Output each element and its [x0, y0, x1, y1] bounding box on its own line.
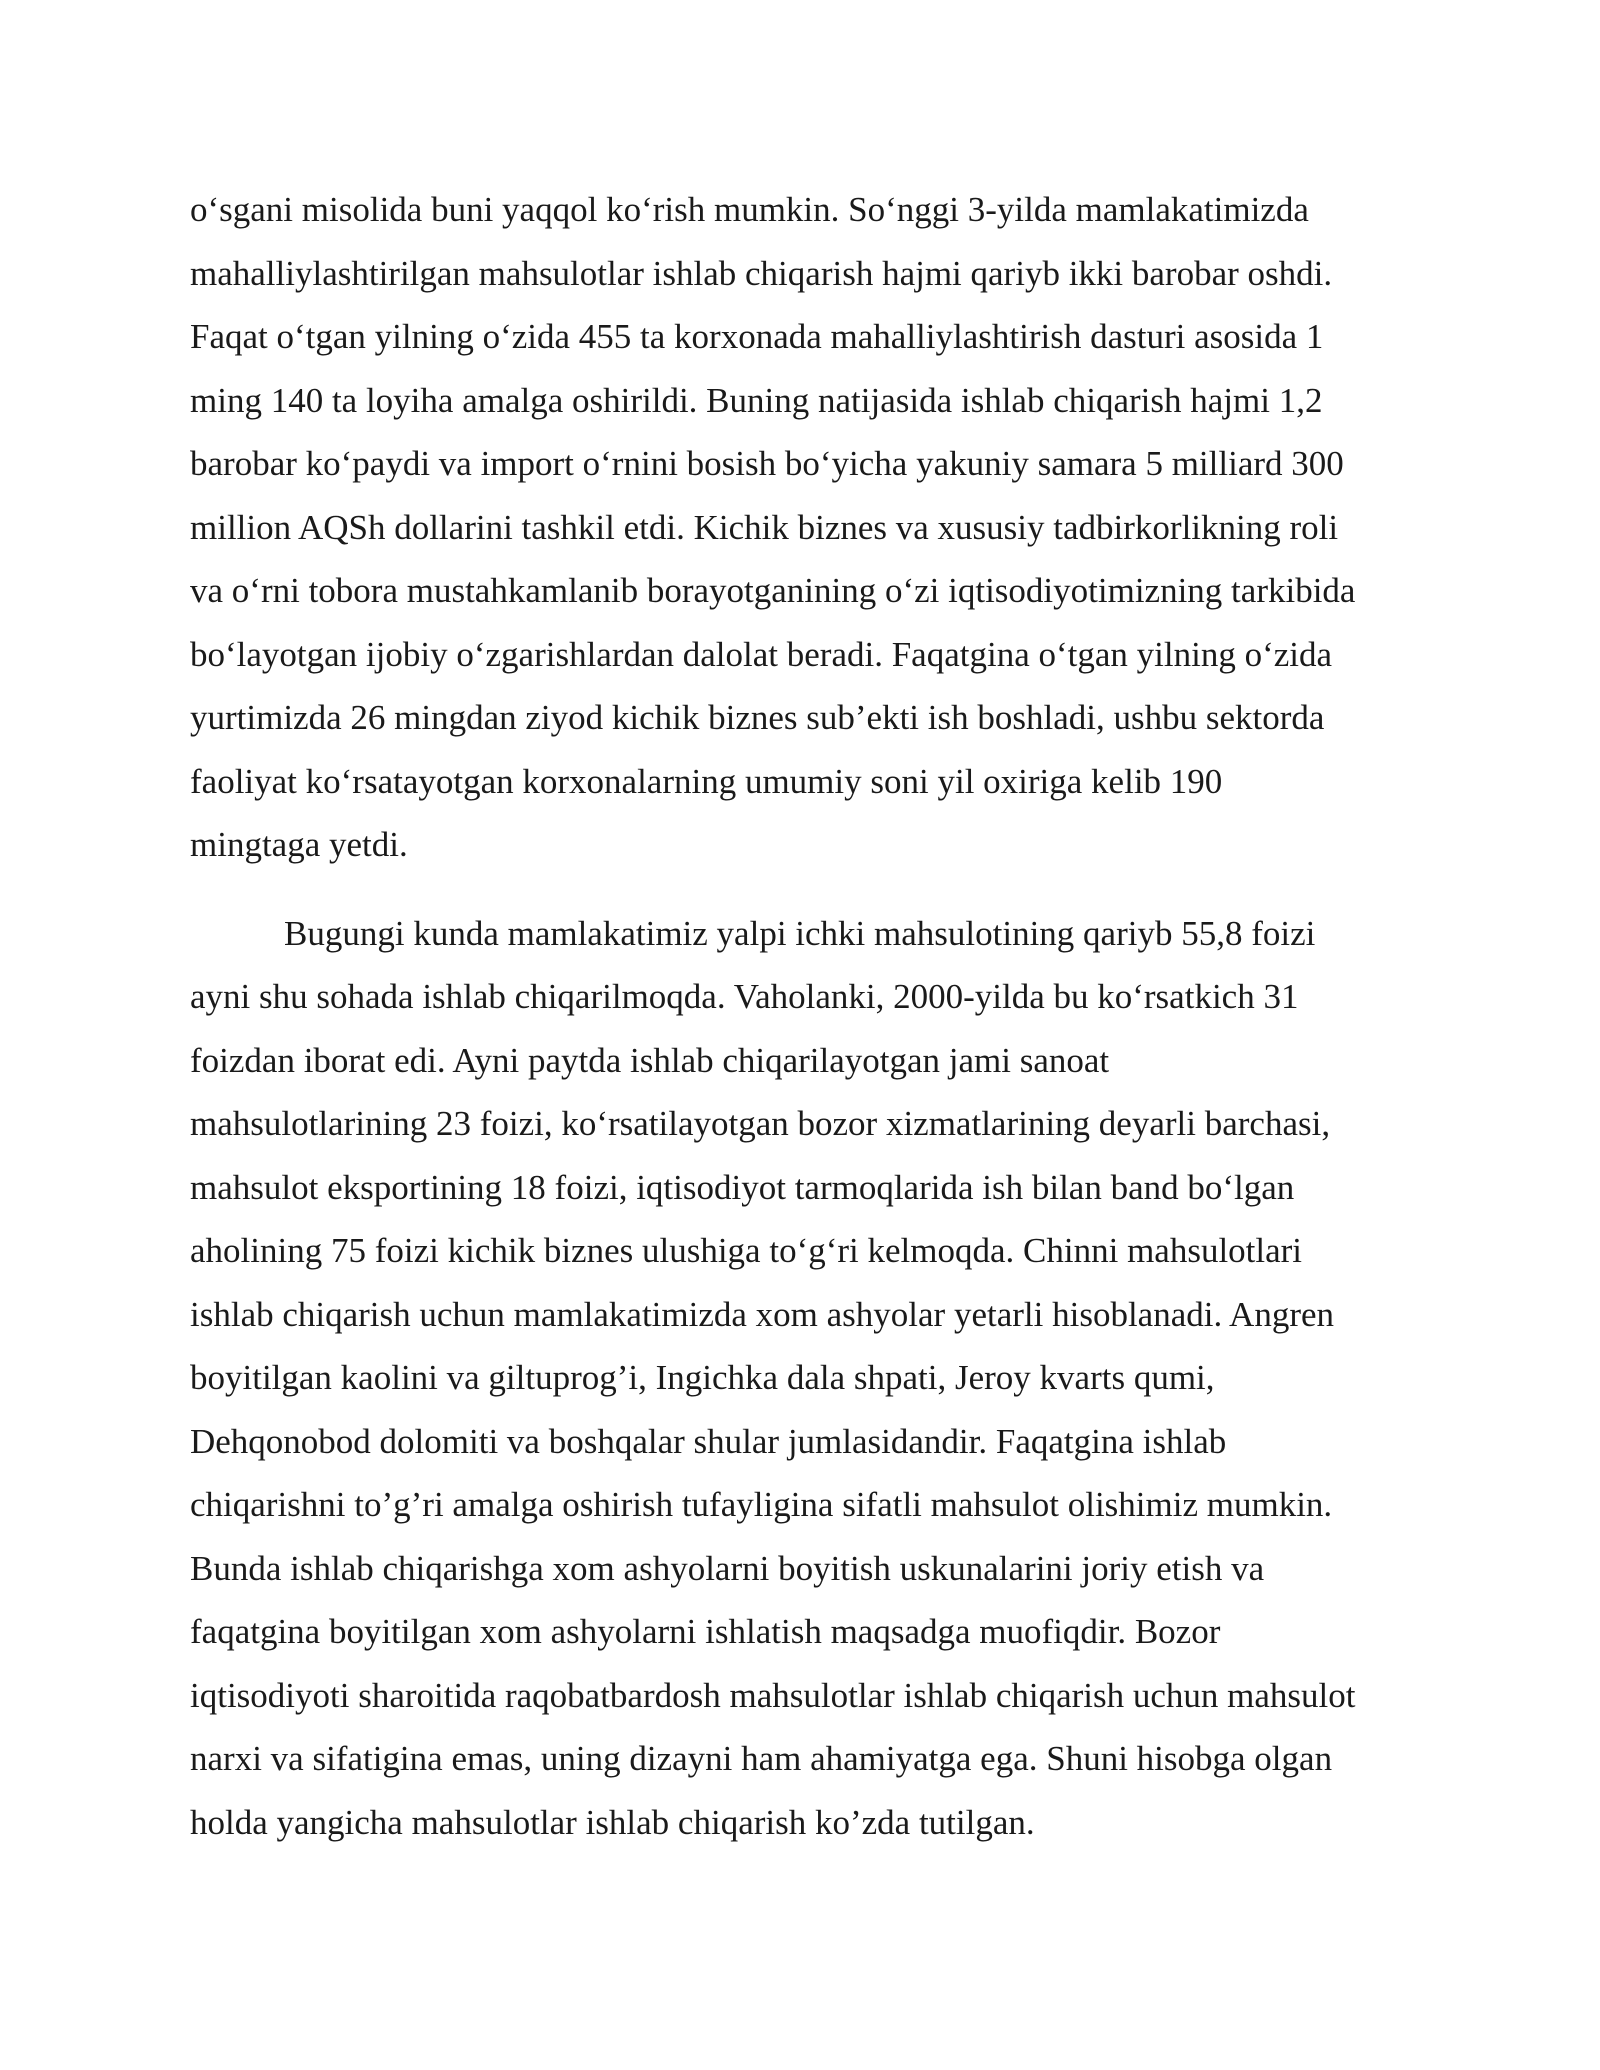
text-line: aholining 75 foizi kichik biznes ulushiga to‘g‘ri kelmoqda. Chinni mahsulotlari: [190, 1231, 1303, 1270]
text-line: Bunda ishlab chiqarishga xom ashyolarni boyitish uskunalarini joriy etish va: [190, 1548, 1265, 1588]
text-line: iqtisodiyoti sharoitida raqobatbardosh mahsulotlar ishlab chiqarish uchun mahsulot: [190, 1675, 1356, 1715]
text-line: ming 140 ta loyiha amalga oshirildi. Buning natijasida ishlab chiqarish hajmi 1,2: [190, 380, 1323, 420]
text-line: faqatgina boyitilgan xom ashyolarni ishlatish maqsadga muofiqdir. Bozor: [190, 1612, 1221, 1651]
text-line: barobar ko‘paydi va import o‘rnini bosish bo‘yicha yakuniy samara 5 milliard 300: [190, 444, 1344, 483]
text-line: va o‘rni tobora mustahkamlanib borayotganining o‘zi iqtisodiyotimizning tarkibida: [190, 571, 1356, 610]
text-line: ishlab chiqarish uchun mamlakatimizda xom ashyolar yetarli hisoblanadi. Angren: [190, 1294, 1335, 1334]
text-line: holda yangicha mahsulotlar ishlab chiqarish ko’zda tutilgan.: [190, 1802, 1035, 1842]
text-line: Dehqonobod dolomiti va boshqalar shular jumlasidandir. Faqatgina ishlab: [190, 1421, 1227, 1461]
text-line: yurtimizda 26 mingdan ziyod kichik biznes sub’ekti ish boshladi, ushbu sektorda: [190, 698, 1325, 737]
paragraph-spacer: [190, 877, 1430, 902]
text-line: o‘sgani misolida buni yaqqol ko‘rish mumkin. So‘nggi 3-yilda mamlakatimizda: [190, 190, 1309, 229]
text-line: million AQSh dollarini tashkil etdi. Kichik biznes va xususiy tadbirkorlikning roli: [190, 507, 1339, 547]
text-line: mahalliylashtirilgan mahsulotlar ishlab chiqarish hajmi qariyb ikki barobar oshdi.: [190, 253, 1333, 293]
text-line: boyitilgan kaolini va giltuprog’i, Ingichka dala shpati, Jeroy kvarts qumi,: [190, 1358, 1215, 1397]
text-line: foizdan iborat edi. Ayni paytda ishlab chiqarilayotgan jami sanoat: [190, 1040, 1110, 1080]
document-body: [190, 178, 1430, 1854]
paragraph-1: [190, 178, 1430, 877]
text-line: chiqarishni to’g’ri amalga oshirish tufayligina sifatli mahsulot olishimiz mumkin.: [190, 1485, 1333, 1524]
text-line: bo‘layotgan ijobiy o‘zgarishlardan dalolat beradi. Faqatgina o‘tgan yilning o‘zida: [190, 634, 1333, 674]
text-line: mahsulot eksportining 18 foizi, iqtisodiyot tarmoqlarida ish bilan band bo‘lgan: [190, 1167, 1295, 1207]
text-line: ayni shu sohada ishlab chiqarilmoqda. Vaholanki, 2000-yilda bu ko‘rsatkich 31: [190, 977, 1299, 1016]
text-line-indented: Bugungi kunda mamlakatimiz yalpi ichki mahsulotining qariyb 55,8 foizi: [284, 913, 1316, 953]
text-line: mingtaga yetdi.: [190, 825, 408, 864]
text-line: faoliyat ko‘rsatayotgan korxonalarning umumiy soni yil oxiriga kelib 190: [190, 761, 1223, 801]
text-line: narxi va sifatigina emas, uning dizayni ham ahamiyatga ega. Shuni hisobga olgan: [190, 1739, 1333, 1778]
paragraph-2: [190, 902, 1430, 1855]
text-line: mahsulotlarining 23 foizi, ko‘rsatilayotgan bozor xizmatlarining deyarli barchasi,: [190, 1104, 1331, 1143]
text-line: Faqat o‘tgan yilning o‘zida 455 ta korxonada mahalliylashtirish dasturi asosida 1: [190, 317, 1324, 356]
